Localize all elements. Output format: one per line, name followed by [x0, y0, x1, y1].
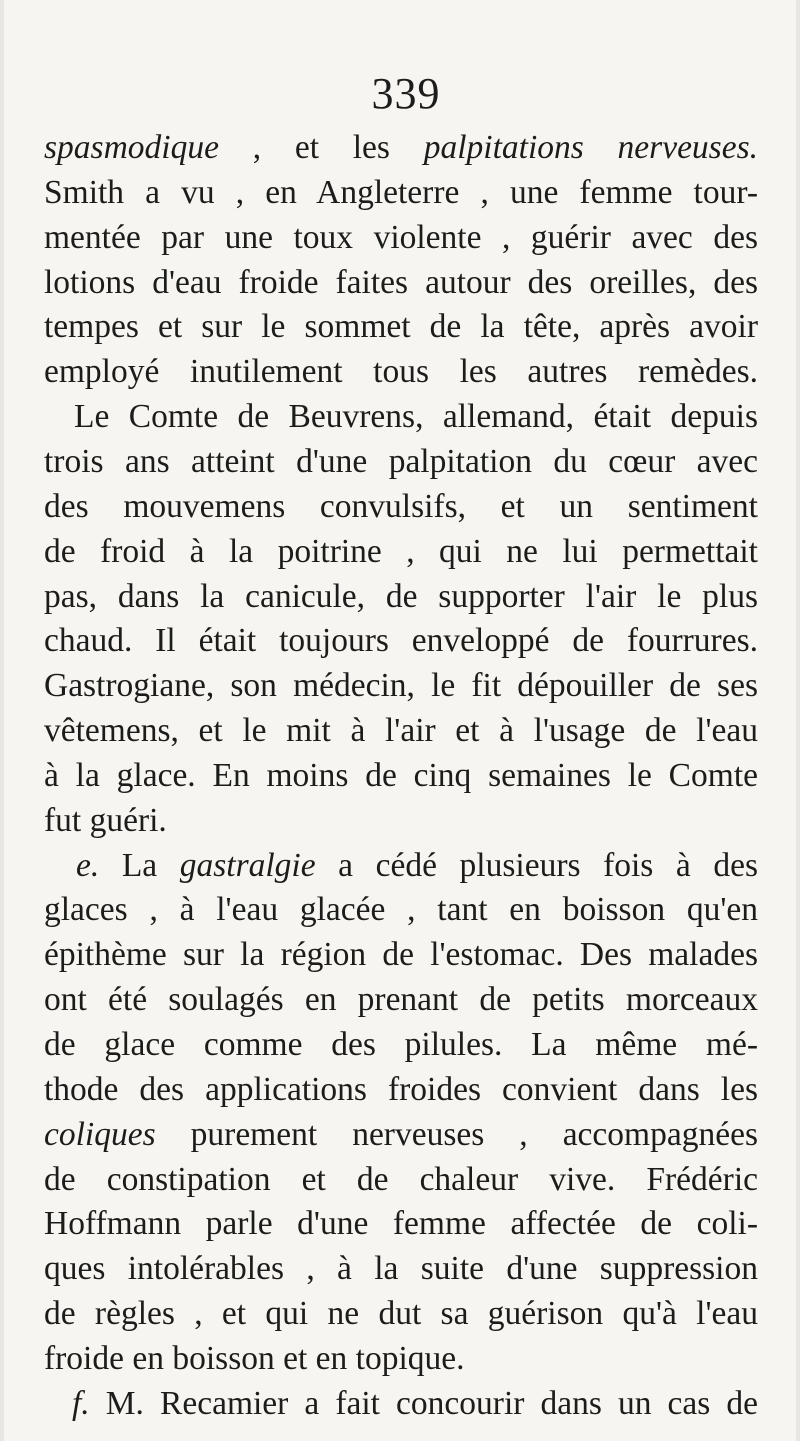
text-span: lotions d'eau froide faites autour des oreilles, des	[44, 263, 758, 301]
text-span: mentée par une toux violente , guérir avec des	[44, 218, 758, 256]
text-span: Smith a vu , en Angleterre , une femme tour-	[44, 173, 758, 211]
text-span: de froid à la poitrine , qui ne lui permettait	[44, 532, 758, 570]
text-line	[44, 307, 758, 347]
text-span: fut guéri.	[44, 801, 167, 839]
italic-text: gastralgie	[179, 846, 316, 884]
text-span: trois ans atteint d'une palpitation du cœur avec	[44, 442, 758, 480]
text-span: Hoffmann parle d'une femme affectée de coli-	[44, 1205, 758, 1243]
italic-text: e.	[76, 846, 100, 884]
text-line	[44, 980, 758, 1020]
page-number: 339	[371, 69, 441, 118]
text-line	[44, 128, 758, 168]
text-line	[44, 621, 758, 661]
text-line	[44, 801, 758, 841]
text-span: La	[99, 846, 180, 884]
text-line	[44, 1339, 758, 1379]
text-line	[44, 1115, 758, 1155]
text-span: ont été soulagés en prenant de petits morceaux	[44, 981, 758, 1019]
text-span: de glace comme des pilules. La même mé-	[44, 1026, 758, 1063]
text-span: à la glace. En moins de cinq semaines le Comte	[44, 756, 758, 794]
text-line	[44, 173, 758, 213]
text-span: employé inutilement tous les autres remèdes.	[44, 353, 758, 391]
text-span: froide en boisson et en topique.	[44, 1339, 465, 1377]
text-line	[44, 263, 758, 303]
text-line	[44, 1025, 758, 1065]
text-line	[44, 1249, 758, 1289]
italic-text: f.	[72, 1384, 90, 1422]
text-span: pas, dans la canicule, de supporter l'air le plus	[44, 577, 758, 615]
text-span: Le Comte de Beuvrens, allemand, était depuis	[74, 398, 758, 436]
text-span: de règles , et qui ne dut sa guérison qu'à l'eau	[44, 1295, 758, 1333]
text-line	[44, 756, 758, 796]
text-line	[44, 890, 758, 930]
italic-text: spasmodique	[44, 129, 219, 166]
text-span: purement nerveuses , accompagnées	[155, 1115, 758, 1153]
text-span: , et les	[218, 129, 424, 166]
page-edge-right	[796, 0, 800, 1441]
text-line	[44, 442, 758, 482]
text-line	[44, 1204, 758, 1244]
text-span: vêtemens, et le mit à l'air et à l'usage de l'eau	[44, 712, 758, 750]
page-edge-left	[0, 0, 4, 1441]
text-line	[44, 577, 758, 617]
text-span: chaud. Il était toujours enveloppé de fourrures.	[44, 622, 758, 660]
italic-text: palpitations nerveuses.	[423, 129, 758, 166]
text-span: des mouvemens convulsifs, et un sentiment	[44, 487, 758, 525]
text-line	[44, 1070, 758, 1110]
text-span: tempes et sur le sommet de la tête, après avoir	[44, 308, 758, 346]
text-line	[44, 1294, 758, 1334]
text-span: ques intolérables , à la suite d'une suppression	[44, 1250, 758, 1288]
text-line	[44, 352, 758, 392]
text-span: de constipation et de chaleur vive. Frédéric	[44, 1160, 758, 1198]
text-line	[44, 666, 758, 706]
text-line	[44, 487, 758, 527]
text-line	[72, 1384, 758, 1424]
text-line	[44, 711, 758, 751]
text-span: glaces , à l'eau glacée , tant en boisson qu'en	[44, 891, 758, 929]
text-span: Gastrogiane, son médecin, le fit dépouiller de ses	[44, 667, 758, 705]
text-line	[44, 1160, 758, 1200]
text-line	[44, 532, 758, 572]
text-span: thode des applications froides convient dans les	[44, 1070, 758, 1108]
text-span: a cédé plusieurs fois à des	[315, 846, 758, 884]
text-span: M. Recamier a fait concourir dans un cas de	[89, 1384, 758, 1422]
text-line	[44, 935, 758, 975]
text-line	[44, 218, 758, 258]
italic-text: coliques	[44, 1115, 156, 1153]
text-span: épithème sur la région de l'estomac. Des malades	[44, 936, 758, 974]
text-line	[74, 397, 758, 437]
text-line	[76, 846, 758, 886]
